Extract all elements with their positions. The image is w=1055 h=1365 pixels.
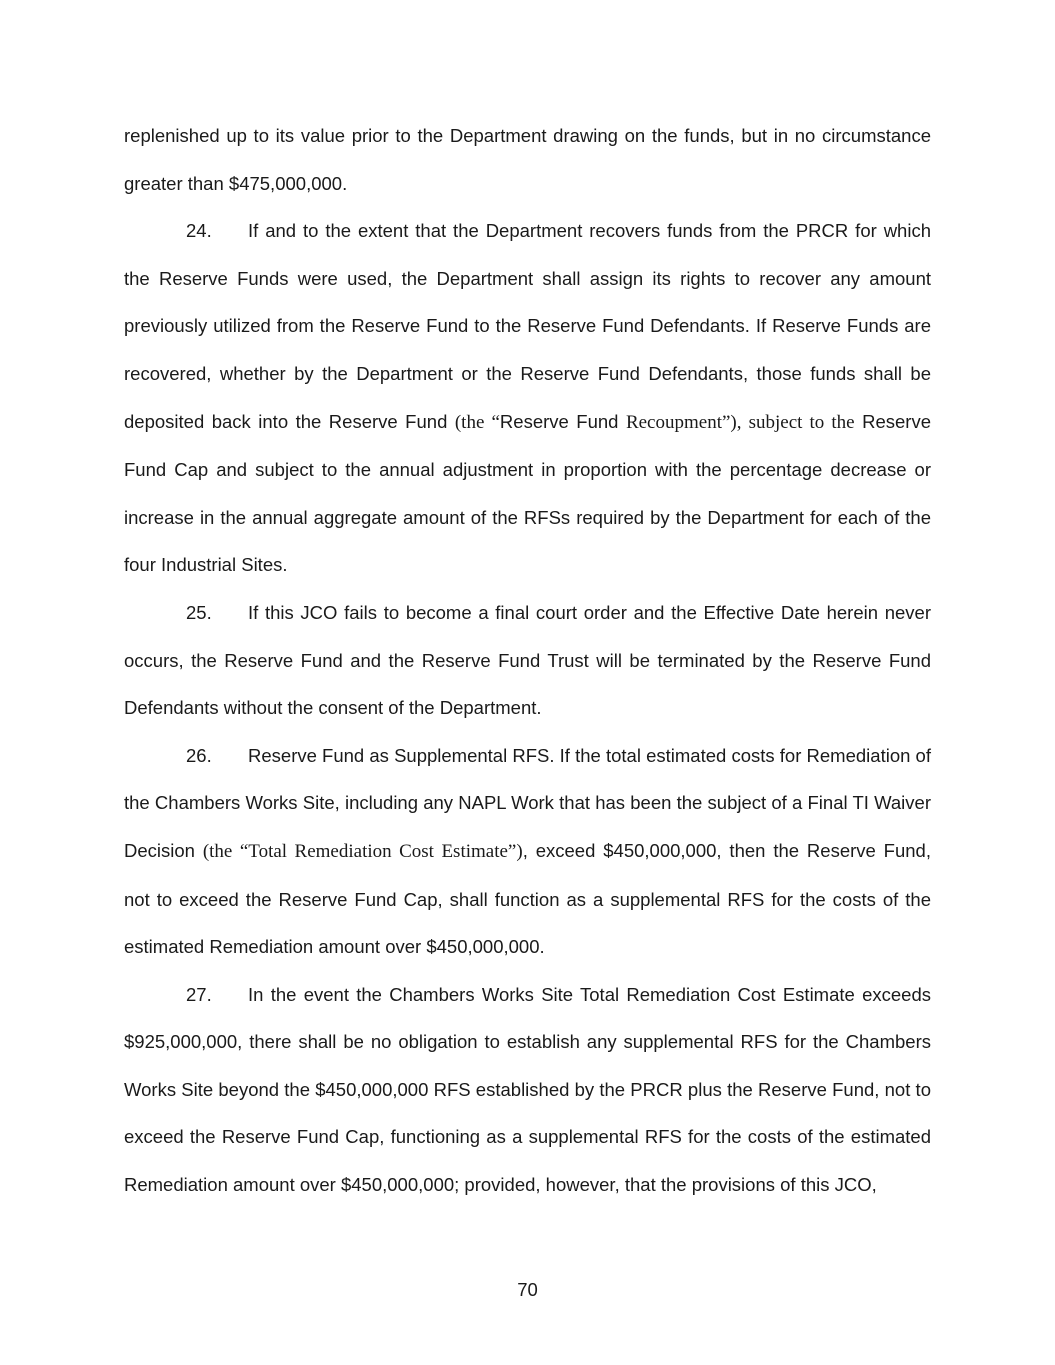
paragraph-text: In the event the Chambers Works Site Total Remediation Cost Estimate exceeds $925,000,000, there shall be no obligation to establish any supplemental RFS for the Chambers Works Site beyond the $450,000,000 RFS established by the PRCR plus the Reserve Fund, not to exceed the Reserve Fund Cap, functioning as a supplemental RFS for the costs of the estimated Remediation amount over $450,000,000; provided, however, that the provisions of this JCO, xyxy=(124,983,931,1196)
paragraph-number: 25. xyxy=(186,601,212,623)
defined-term: (the “Total Remediation Cost Estimate”) xyxy=(202,840,523,862)
paragraph-heading: Reserve Fund as Supplemental RFS. xyxy=(248,744,555,766)
paragraph-continued: replenished up to its value prior to the Department drawing on the funds, but in no circumstance greater than $475,000,000. xyxy=(124,125,931,194)
paragraph-25 xyxy=(124,589,931,732)
paragraph-text: Reserve Fund Cap and subject to the annual adjustment in proportion with the percentage decrease or increase in the annual aggregate amount of the RFSs required by the Department for each of the four Industrial Sites. xyxy=(124,410,931,576)
paragraph-26 xyxy=(124,732,931,971)
paragraph-text: If this JCO fails to become a final court order and the Effective Date herein never occurs, the Reserve Fund and the Reserve Fund Trust will be terminated by the Reserve Fund Defendants without the consent of the Department. xyxy=(124,601,931,719)
defined-term-text: Reserve Fund xyxy=(499,410,626,432)
defined-term-open: (the “ xyxy=(454,411,500,433)
paragraph-number: 24. xyxy=(186,220,212,242)
defined-term-close: Recoupment”), subject to the xyxy=(625,411,855,433)
paragraph-27 xyxy=(124,971,931,1209)
paragraph-24 xyxy=(124,207,931,589)
paragraph-number: 26. xyxy=(186,744,212,766)
page-number: 70 xyxy=(517,1279,538,1300)
document-body xyxy=(124,112,931,1209)
paragraph-number: 27. xyxy=(186,983,212,1005)
paragraph-text: If and to the extent that the Department recovers funds from the PRCR for which the Reserve Funds were used, the Department shall assign its rights to recover any amount previously utilized from the Reserve Fund to the Reserve Fund Defendants. If Reserve Funds are recovered, whether by the Department or the Reserve Fund Defendants, those funds shall be deposited back into the Reserve Fund xyxy=(124,220,931,432)
paragraph-text: , exceed $450,000,000, then the Reserve Fund, not to exceed the Reserve Fund Cap, shall function as a supplemental RFS for the costs of the estimated Remediation amount over $450,000,000. xyxy=(124,839,931,958)
paragraph-text: If the total estimated costs for Remediation of the Chambers Works Site, including any NAPL Work that has been the subject of a Final TI Waiver Decision xyxy=(124,744,931,861)
